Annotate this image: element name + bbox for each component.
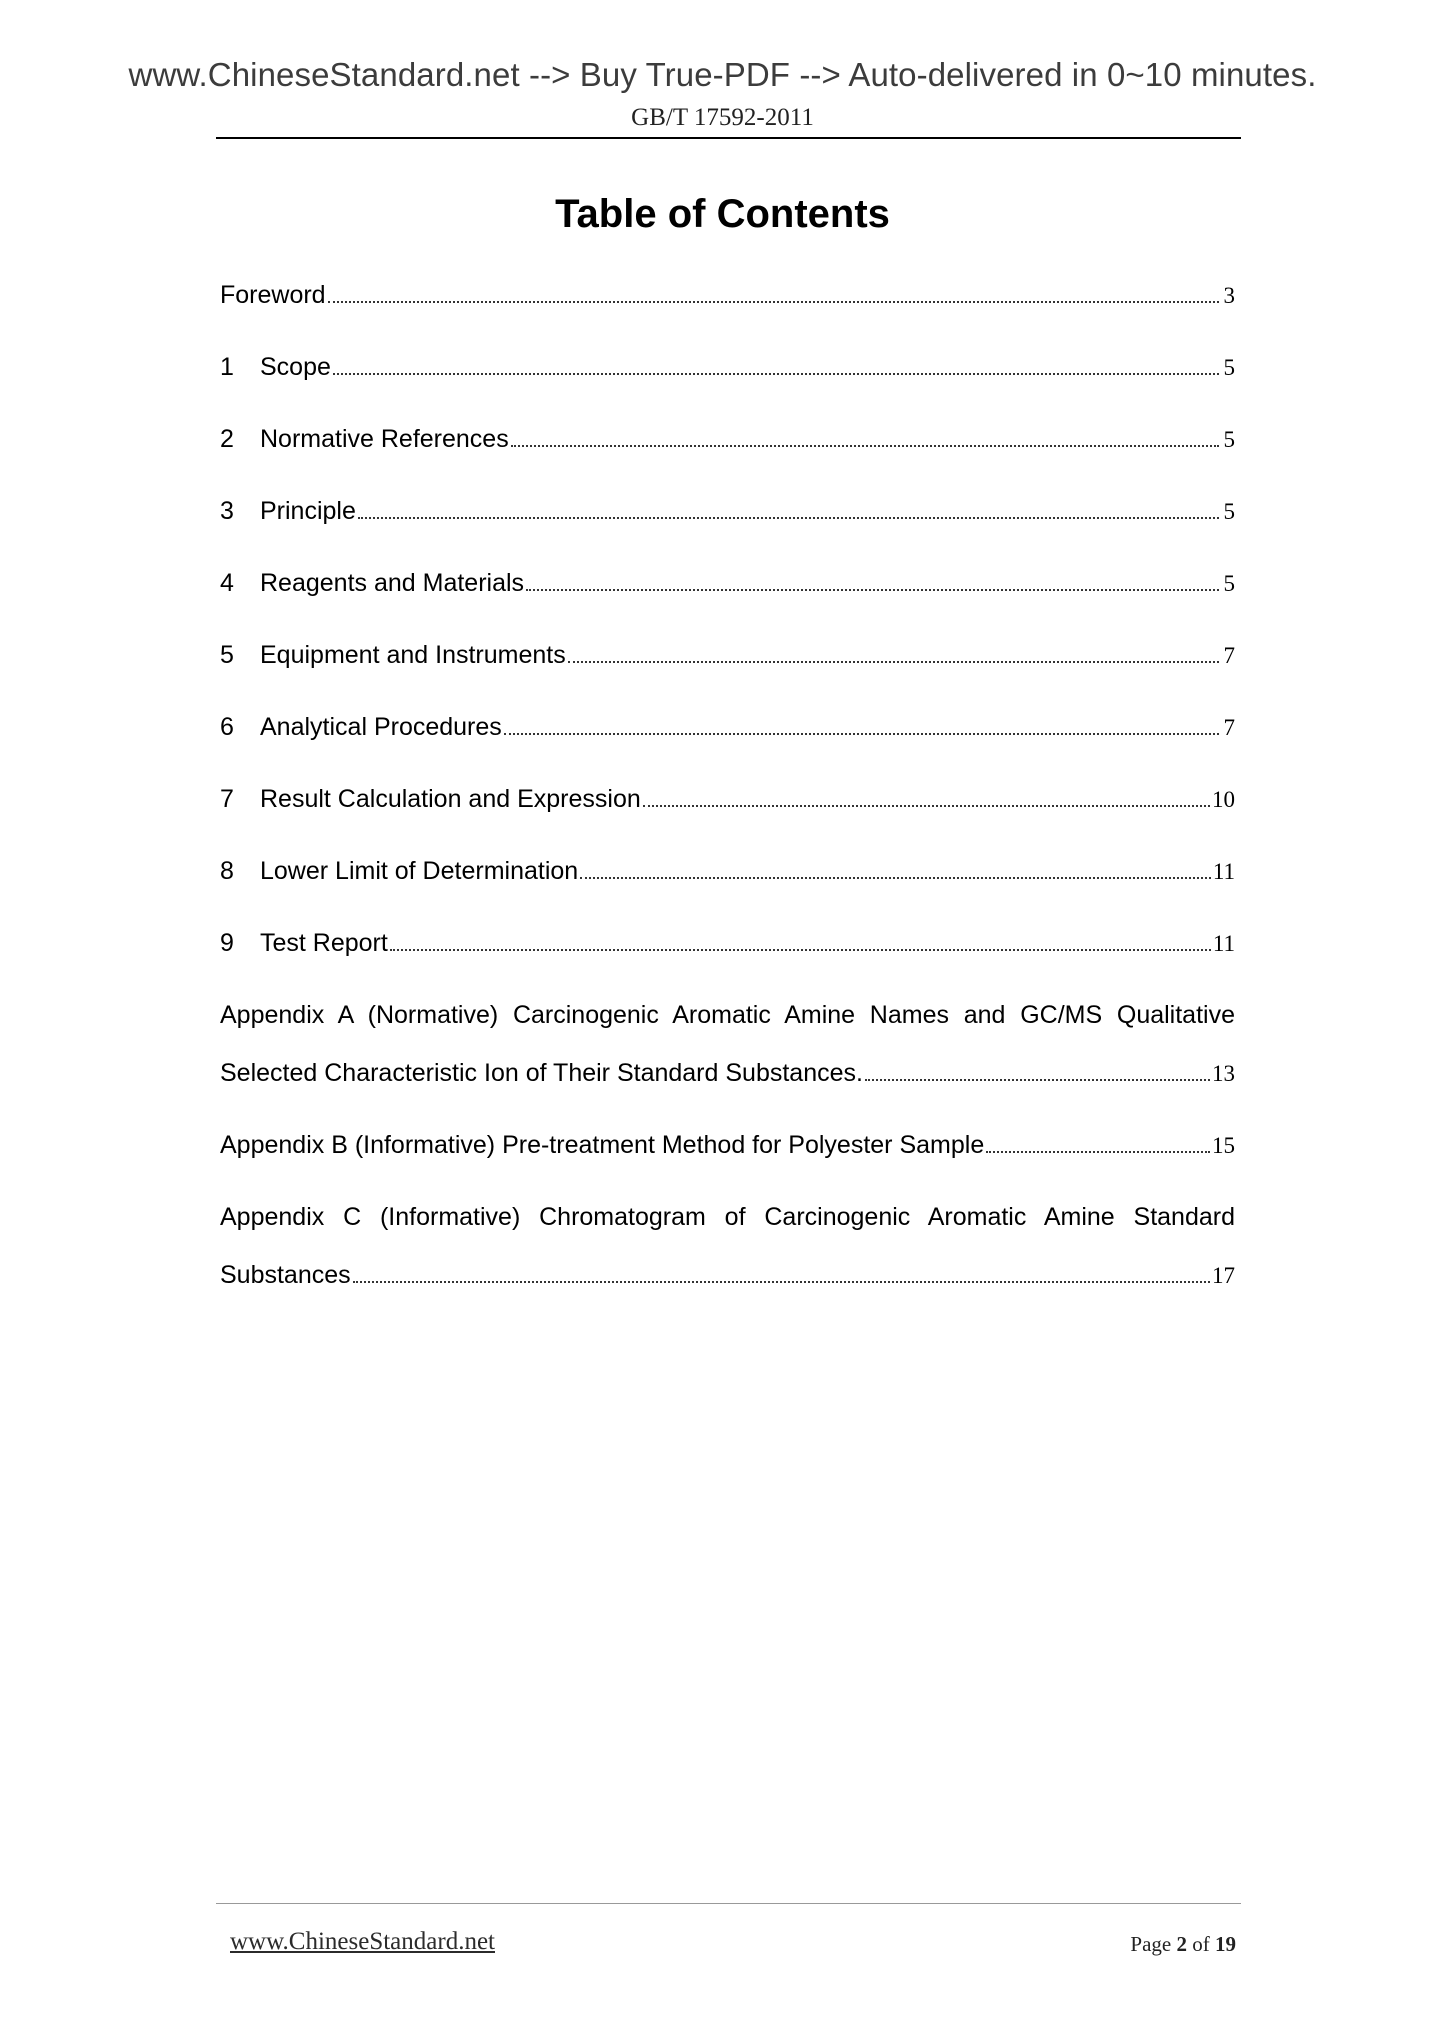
page-current: 2 (1176, 1932, 1187, 1956)
toc-entry-page: 17 (1212, 1263, 1235, 1288)
toc-entry-foreword[interactable] (220, 280, 1235, 311)
toc-entry-equipment[interactable] (220, 640, 1235, 671)
site-banner[interactable]: www.ChineseStandard.net --> Buy True-PDF --> Auto-delivered in 0~10 minutes. (128, 56, 1317, 93)
page-indicator (1130, 1932, 1236, 1957)
footer-divider (216, 1903, 1241, 1904)
header-divider (216, 137, 1241, 139)
toc-entry-page: 7 (1223, 715, 1235, 740)
toc-entry-normative-references[interactable] (220, 424, 1235, 455)
dot-leader (526, 588, 1219, 591)
dot-leader (643, 804, 1210, 807)
toc-entry-scope[interactable] (220, 352, 1235, 383)
toc-entry-label: Analytical Procedures (260, 713, 502, 741)
toc-entry-reagents[interactable] (220, 568, 1235, 599)
toc-entry-page: 11 (1212, 931, 1235, 956)
dot-leader (568, 660, 1219, 663)
dot-leader (865, 1078, 1210, 1081)
dot-leader (504, 732, 1219, 735)
toc-entry-label: Test Report (260, 929, 388, 957)
toc-entry-appendix-b[interactable] (220, 1130, 1235, 1161)
toc-entry-result-calculation[interactable] (220, 784, 1235, 815)
toc-entry-label: Foreword (220, 281, 326, 309)
dot-leader (986, 1150, 1210, 1153)
toc-entry-page: 5 (1223, 355, 1235, 380)
dot-leader (333, 372, 1219, 375)
dot-leader (511, 444, 1219, 447)
dot-leader (580, 876, 1211, 879)
toc-entry-principle[interactable] (220, 496, 1235, 527)
toc-entry-number: 5 (220, 641, 234, 669)
toc-entry-number: 1 (220, 353, 234, 381)
toc-entry-number: 4 (220, 569, 234, 597)
toc-entry-label: Principle (260, 497, 356, 525)
toc-entry-analytical-procedures[interactable] (220, 712, 1235, 743)
page-total: 19 (1215, 1932, 1236, 1956)
toc-entry-number: 2 (220, 425, 234, 453)
toc-entry-page: 15 (1212, 1133, 1235, 1158)
dot-leader (353, 1280, 1210, 1283)
toc-entry-page: 3 (1223, 283, 1235, 308)
toc-entry-page: 5 (1223, 427, 1235, 452)
toc-entry-label: Result Calculation and Expression (260, 785, 641, 813)
toc-entry-label-line1: Appendix C (Informative) Chromatogram of Carcinogenic Aromatic Amine Standard (220, 1203, 1235, 1231)
toc-entry-label-line1: Appendix A (Normative) Carcinogenic Aromatic Amine Names and GC/MS Qualitative (220, 1001, 1235, 1029)
toc-entry-number: 6 (220, 713, 234, 741)
toc-entry-appendix-c[interactable] (220, 1202, 1235, 1291)
page-title: Table of Contents (555, 192, 890, 236)
toc-entry-label: Lower Limit of Determination (260, 857, 579, 885)
toc-entry-label: Reagents and Materials (260, 569, 525, 597)
toc-entry-number: 7 (220, 785, 234, 813)
toc-entry-number: 8 (220, 857, 234, 885)
toc-entry-appendix-a[interactable] (220, 1000, 1235, 1089)
toc-entry-label: Equipment and Instruments (260, 641, 566, 669)
toc-entry-label: Appendix B (Informative) Pre-treatment Method for Polyester Sample (220, 1131, 985, 1159)
toc-entry-label: Selected Characteristic Ion of Their Standard Substances. (220, 1059, 863, 1087)
toc-entry-number: 3 (220, 497, 234, 525)
toc-entry-number: 9 (220, 929, 234, 957)
toc-entry-label: Scope (260, 353, 331, 381)
page-of: of (1192, 1932, 1210, 1956)
dot-leader (328, 300, 1219, 303)
toc-entry-page: 7 (1223, 643, 1235, 668)
toc-entry-page: 11 (1212, 859, 1235, 884)
toc-entry-page: 13 (1212, 1061, 1235, 1086)
toc-entry-test-report[interactable] (220, 928, 1235, 959)
standard-code: GB/T 17592-2011 (631, 104, 814, 131)
dot-leader (358, 516, 1219, 519)
toc-entry-label: Substances (220, 1261, 351, 1289)
toc-entry-label: Normative References (260, 425, 509, 453)
dot-leader (390, 948, 1211, 951)
toc-entry-page: 5 (1223, 571, 1235, 596)
page-prefix: Page (1130, 1932, 1172, 1956)
toc-entry-page: 5 (1223, 499, 1235, 524)
footer-site-link[interactable]: www.ChineseStandard.net (230, 1928, 495, 1955)
toc-entry-lower-limit[interactable] (220, 856, 1235, 887)
toc-entry-page: 10 (1212, 787, 1235, 812)
